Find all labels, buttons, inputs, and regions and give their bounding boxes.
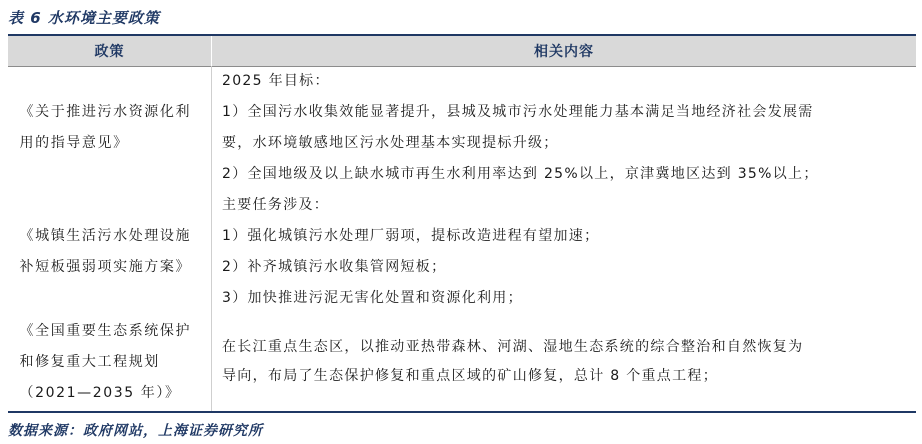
source-note: 数据来源：政府网站，上海证券研究所 <box>8 423 263 439</box>
content-line: 导向，布局了生态保护修复和重点区域的矿山修复，总计 8 个重点工程； <box>222 368 719 384</box>
content-line: 2025 年目标： <box>222 73 330 89</box>
content-cell-3 <box>222 333 912 391</box>
header-content: 相关内容 <box>534 44 594 60</box>
table-caption: 表 6 水环境主要政策 <box>8 9 160 27</box>
content-cell-1 <box>222 66 912 190</box>
content-line: 2）补齐城镇污水收集管网短板； <box>222 259 447 275</box>
policy-cell-2 <box>8 205 211 298</box>
content-cell-2 <box>222 190 912 314</box>
policy-cell-1 <box>8 97 211 159</box>
content-line: 3）加快推进污泥无害化处置和资源化利用； <box>222 290 523 306</box>
policy-name: 《关于推进污水资源化利用的指导意见》 <box>19 104 192 151</box>
content-line: 要，水环境敏感地区污水处理基本实现提标升级； <box>222 135 559 151</box>
table-header <box>8 36 916 67</box>
policy-cell-3 <box>8 316 211 409</box>
policy-name: 《城镇生活污水处理设施补短板强弱项实施方案》 <box>19 227 192 275</box>
bottom-rule <box>8 411 916 413</box>
content-line: 1）强化城镇污水处理厂弱项，提标改造进程有望加速； <box>222 228 600 244</box>
content-line: 1）全国污水收集效能显著提升，县城及城市污水处理能力基本满足当地经济社会发展需 <box>222 104 814 120</box>
header-policy: 政策 <box>8 36 212 66</box>
column-divider <box>211 66 212 411</box>
content-line: 2）全国地级及以上缺水城市再生水利用率达到 25%以上，京津冀地区达到 35%以上； <box>222 166 819 182</box>
content-line: 在长江重点生态区，以推动亚热带森林、河湖、湿地生态系统的综合整治和自然恢复为 <box>222 339 804 355</box>
content-line: 主要任务涉及： <box>222 197 330 213</box>
policy-name: 《全国重要生态系统保护和修复重大工程规划（2021—2035 年）》 <box>19 323 192 401</box>
